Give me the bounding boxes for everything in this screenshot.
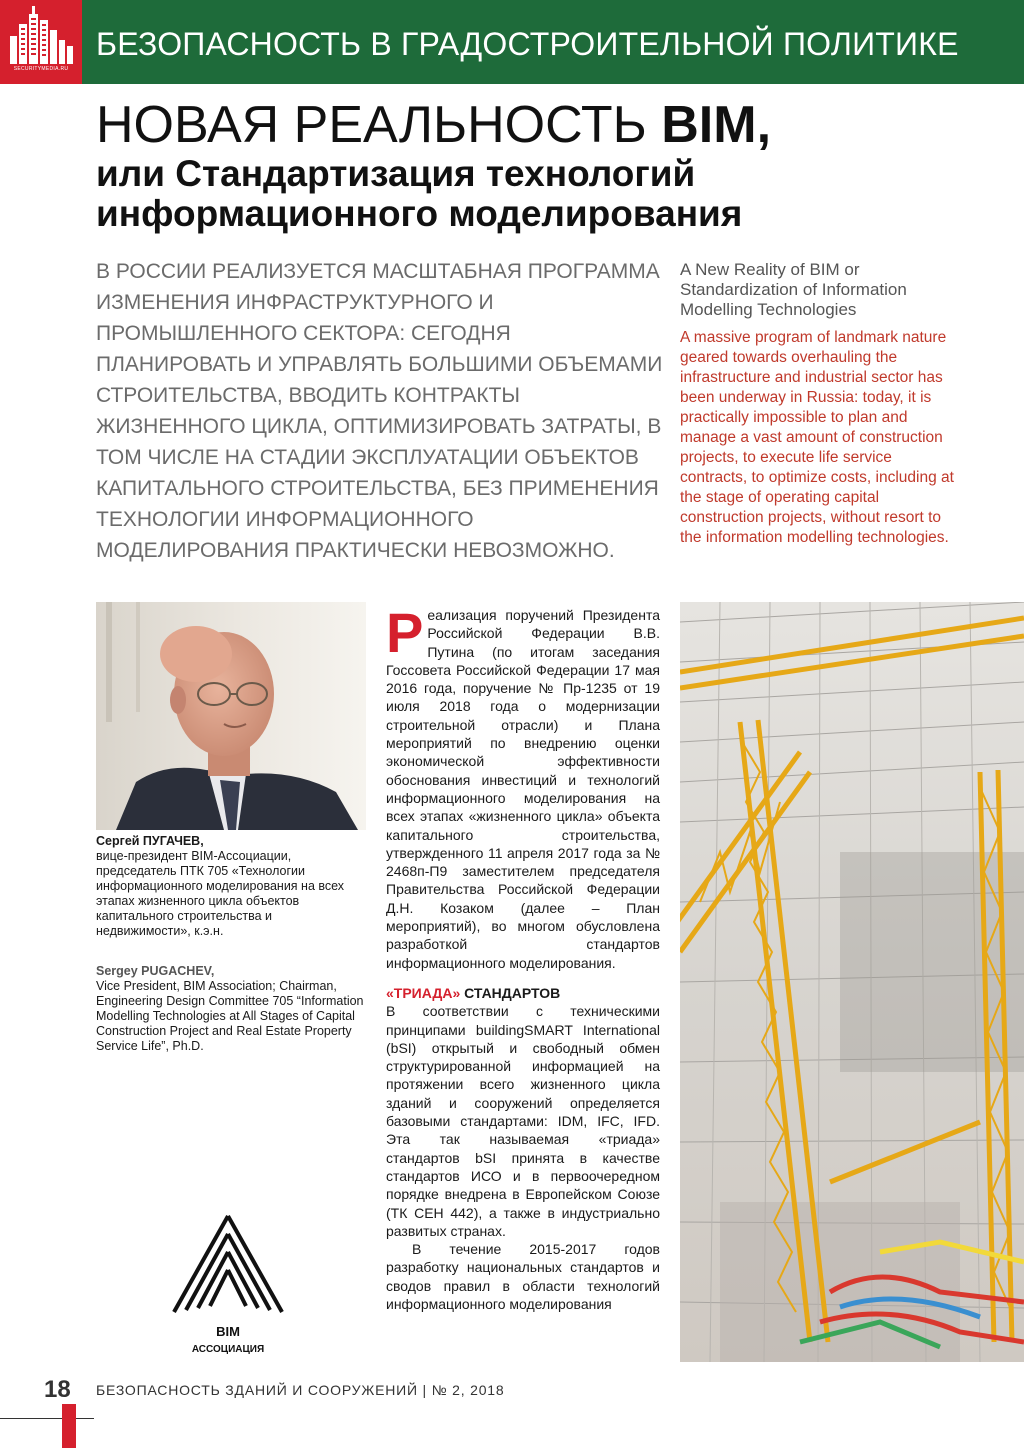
english-lead: A massive program of landmark nature geared towards overhauling the infrastructure and industrial sector has been underway in Russia: today, it is practically impossible to plan and manage a vast amount of construction projects, to execute life service contracts, to optimize costs, including at the stage of operating capital construction projects, without resort to the information modelling technologies. — [680, 329, 954, 546]
journal-name: БЕЗОПАСНОСТЬ ЗДАНИЙ И СООРУЖЕНИЙ | № 2, 2018 — [96, 1382, 505, 1398]
author-caption-en — [96, 964, 366, 1054]
author-name-en: Sergey PUGACHEV, — [96, 964, 215, 978]
bim-model-construction-image — [680, 602, 1024, 1362]
headline-main-bold: BIM, — [661, 96, 772, 154]
author-role-ru: вице-президент BIM-Ассоциации, председатель ПТК 705 «Технологии информационного моделирования на всех этапах жизненного цикла объектов капитального строительства и недвижимости», к.э.н. — [96, 849, 345, 938]
logo-caption: SECURITYMEDIA.RU — [13, 66, 69, 72]
section-header-bar — [0, 0, 1024, 84]
page-number: 18 — [44, 1376, 71, 1403]
body-paragraph-1-text: еализация поручений Президента Российской Федерации В.В. Путина (по итогам заседания Госсовета Российской Федерации 17 мая 2016 года, поручение № Пр-1235 от 19 июля 2018 года о модернизации строительной отрасли) и Плана мероприятий по внедрению оценки экономической эффективности обоснования инвестиций и технологий информационного моделирования на всех этапах «жизненного цикла» объекта капитального строительства, утвержденного 11 апреля 2017 года за № 2468п-П9 заместителем председателя Правительства Российской Федерации Д.Н. Козаком (далее – План мероприятий), во многом обусловлена разработкой стандартов информационного моделирования. — [386, 607, 660, 971]
bim-logo-line1: BIM — [216, 1324, 240, 1339]
subheading-black: СТАНДАРТОВ — [460, 984, 561, 1001]
headline-sub-line2: информационного моделирования — [96, 193, 743, 234]
author-caption-ru — [96, 834, 366, 939]
body-paragraph-3: В течение 2015-2017 годов разработку национальных стандартов и сводов правил в области технологий информационного моделирования — [386, 1241, 660, 1312]
author-portrait-photo — [96, 602, 366, 830]
body-paragraph-1 — [386, 601, 660, 972]
headline-main-light: НОВАЯ РЕАЛЬНОСТЬ — [96, 96, 662, 154]
english-summary — [680, 260, 960, 548]
footer-divider — [0, 1418, 94, 1419]
drop-cap: Р — [386, 601, 424, 664]
author-role-en: Vice President, BIM Association; Chairman, Engineering Design Committee 705 “Information Modelling Technologies at All Stages of Capital Construction Project and Real Estate Property Service Life”, Ph.D. — [96, 979, 364, 1053]
bim-association-logo — [168, 1212, 288, 1360]
headline-main — [96, 96, 1016, 154]
article-body-column — [386, 601, 660, 1313]
article-headline — [96, 96, 1016, 234]
subheading-red: «ТРИАДА» — [386, 984, 461, 1001]
bim-logo-line2: АССОЦИАЦИЯ — [191, 1344, 265, 1355]
headline-sub-line1: или Стандартизация технологий — [96, 153, 696, 194]
lead-paragraph-ru: В РОССИИ РЕАЛИЗУЕТСЯ МАСШТАБНАЯ ПРОГРАММА ИЗМЕНЕНИЯ ИНФРАСТРУКТУРНОГО И ПРОМЫШЛЕННОГО СЕКТОРА: СЕГОДНЯ ПЛАНИРОВАТЬ И УПРАВЛЯТЬ БОЛЬШИМИ ОБЪЕМАМИ СТРОИТЕЛЬСТВА, ВВОДИТЬ КОНТРАКТЫ ЖИЗНЕННОГО ЦИКЛА, ОПТИМИЗИРОВАТЬ ЗАТРАТЫ, В ТОМ ЧИСЛЕ НА СТАДИИ ЭКСПЛУАТАЦИИ ОБЪЕКТОВ КАПИТАЛЬНОГО СТРОИТЕЛЬСТВА, БЕЗ ПРИМЕНЕНИЯ ТЕХНОЛОГИИ ИНФОРМАЦИОННОГО МОДЕЛИРОВАНИЯ ПРАКТИЧЕСКИ НЕВОЗМОЖНО. — [96, 260, 663, 562]
english-title: A New Reality of BIM or Standardization of Information Modelling Technologies — [680, 260, 907, 319]
body-paragraph-2: В соответствии с техническими принципами buildingSMART International (bSI) открытый и свободный обмен структурированной информацией на протяжении всего жизненного цикла зданий и сооружений определяется базовыми стандартами: IDM, IFC, IFD. Эта так называемая «триада» стандартов bSI принята в качестве стандартов ИСО и в первоочередном порядке внедрена в Европейском Союзе (ТК CEH 442), а также в индустриально развитых странах. — [386, 1003, 660, 1239]
footer-red-marker — [62, 1404, 76, 1448]
magazine-logo — [0, 0, 82, 84]
section-title: БЕЗОПАСНОСТЬ В ГРАДОСТРОИТЕЛЬНОЙ ПОЛИТИКЕ — [96, 26, 959, 62]
author-name-ru: Сергей ПУГАЧЕВ, — [96, 834, 204, 848]
subheading-triad — [386, 984, 660, 1002]
